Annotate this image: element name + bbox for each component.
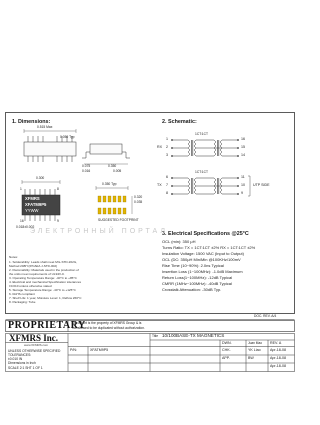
doc-revision: DOC. REV. A/4: [254, 314, 277, 318]
title-label: Title: [152, 334, 159, 338]
dim-0035: 0.035: [134, 200, 143, 204]
tolerance-line-1: UNLESS OTHERWISE SPECIFIED: [8, 349, 61, 353]
dim-0005: 0.005: [113, 169, 122, 173]
approved-date: Apr-18-08: [270, 356, 286, 360]
right-pin-9: 9: [241, 191, 243, 195]
checked-date: Apr-18-08: [270, 348, 286, 352]
spec-line-6: Insertion Loss (1~100MHz): -1.0dB Maximum: [162, 269, 243, 274]
section-electrical-title: 3. Electrical Specifications @25°C: [162, 231, 249, 237]
revision-label: REV. A: [270, 341, 282, 345]
pin-8-label: 8: [57, 187, 59, 191]
drawn-label: DWN.: [222, 341, 232, 345]
checked-label: CHK.: [222, 348, 231, 352]
spec-line-2: Turns Ratio: TX = 1CT:1CT ±2% RX = 1CT:1CT ±2%: [162, 245, 256, 250]
spec-line-9: Crosstalk Attenuation: -30dB Typ.: [162, 287, 222, 292]
right-pin-15: 15: [241, 145, 245, 149]
proprietary-line-1: Document is the property of XFMRS Group & is: [72, 321, 142, 325]
right-pin-11: 11: [241, 175, 245, 179]
utp-side-label: UTP SIDE: [253, 183, 270, 187]
left-pin-7: 7: [166, 183, 168, 187]
note-line-8: 5. Storage Temperature Range: -40°C to +125°C: [9, 288, 76, 292]
watermark: ЭЛЕКТРОННЫЙ ПОРТАЛ: [30, 228, 168, 235]
tolerance-line-2: TOLERANCES:: [8, 353, 32, 357]
proprietary-label: PROPRIETARY: [8, 320, 86, 331]
tx-turns-ratio: 1CT:1CT: [195, 170, 209, 174]
left-pin-6: 6: [166, 175, 168, 179]
note-line-3: 2. Flammability: Materials used in the production of: [9, 268, 79, 272]
left-pin-3: 3: [166, 153, 168, 157]
note-line-2: Method 208H (IPC/EIA J-STD-002): [9, 264, 58, 268]
part-number: XFATM9P5: [90, 348, 109, 352]
note-line-9: 6. RoHS compliant: [9, 292, 35, 296]
dim-0075: 0.075: [82, 164, 91, 168]
note-line-11: 8. Packaging: Tube: [9, 300, 36, 304]
chip-part-number: XFATM9P5: [25, 202, 47, 207]
pin-9-label: 9: [57, 219, 59, 223]
tolerance-line-4: Dimensions in Inch: [8, 361, 36, 365]
chip-date-code: YYWW: [25, 208, 39, 213]
section-dimensions-title: 1. Dimensions:: [12, 119, 51, 125]
dim-0018: 0.018±0.002: [16, 225, 35, 229]
dim-0350-typ: 0.350 Typ: [102, 182, 117, 186]
rx-turns-ratio: 1CT:1CT: [195, 132, 209, 136]
drawn-date: Apr-18-08: [270, 364, 286, 368]
dim-0016: 0.016: [82, 169, 91, 173]
spec-line-7: Return Loss(1~100MHz): -12dB Typical: [162, 275, 233, 280]
approved-label: APP.: [222, 356, 230, 360]
right-pin-10: 10: [241, 183, 245, 187]
suggested-footprint-label: SUGGESTED FOOTPRINT: [98, 218, 139, 222]
scale-sheet: SCALE 2:1 SHT 1 OF 1: [8, 365, 43, 370]
right-pin-14: 14: [241, 153, 245, 157]
notes-heading: Notes:: [9, 255, 18, 259]
note-line-6: 4. Electrical and mechanical Specification tolerances: [9, 280, 82, 284]
note-line-10: 7. Shelf Life: 1 year, Moisture Level: 1, Reflow 260°C: [9, 296, 82, 300]
dim-0320: 0.320: [134, 195, 143, 199]
rx-label: RX: [157, 145, 162, 149]
chip-brand: XFMRS: [25, 196, 40, 201]
tx-label: TX: [157, 183, 162, 187]
checked-name: YK Liao: [248, 348, 261, 352]
dim-0300: 0.300: [36, 176, 45, 180]
tolerance-line-3: ±0.010 IN: [8, 357, 23, 361]
dim-0050: 0.050 Typ: [60, 135, 75, 139]
spec-line-4: OCL (DC: 350μH Min/Min @100KHz/100mV: [162, 257, 241, 262]
drawing-title: 10/100BASE-TX MAGNETICS: [162, 333, 225, 338]
note-line-5: 3. Operating Temperature Range: -40°C to +85°C: [9, 276, 77, 280]
spec-line-1: OCL (min): 350 μH: [162, 239, 196, 244]
left-pin-8: 8: [166, 191, 168, 195]
pin-1-label: 1: [20, 187, 22, 191]
company-logo: XFMRS Inc.: [9, 333, 58, 343]
part-number-label: P/N:: [70, 348, 77, 352]
left-pin-1: 1: [166, 137, 168, 141]
proprietary-line-2: not allowed to be duplicated without authorization.: [72, 325, 145, 330]
spec-line-3: Insulation Voltage: 1500 VAC (Input to Output): [162, 251, 244, 256]
company-url: www.XFMRS.com: [24, 343, 49, 347]
right-pin-16: 16: [241, 137, 245, 141]
pin-16-label: 16: [20, 219, 24, 223]
note-line-1: 1. Solderability: Leads shall meet MIL-STD-202G,: [9, 260, 78, 264]
left-pin-2: 2: [166, 145, 168, 149]
spec-line-8: CMRR (1MHz~100MHz): -40dB Typical: [162, 281, 232, 286]
note-line-7: ±0.010 unless otherwise stated: [9, 284, 52, 288]
note-line-4: the units meet requirements of UL94V-0.: [9, 272, 65, 276]
dim-0350: 0.350: [108, 164, 117, 168]
dim-0515: 0.515 Max: [37, 125, 53, 129]
approved-name: BW: [248, 356, 254, 360]
spec-line-5: Rise Time (10~90%): 2.0ns Typical: [162, 263, 224, 268]
section-schematic-title: 2. Schematic:: [162, 119, 197, 125]
drawn-name: Juan Mao: [248, 341, 262, 345]
